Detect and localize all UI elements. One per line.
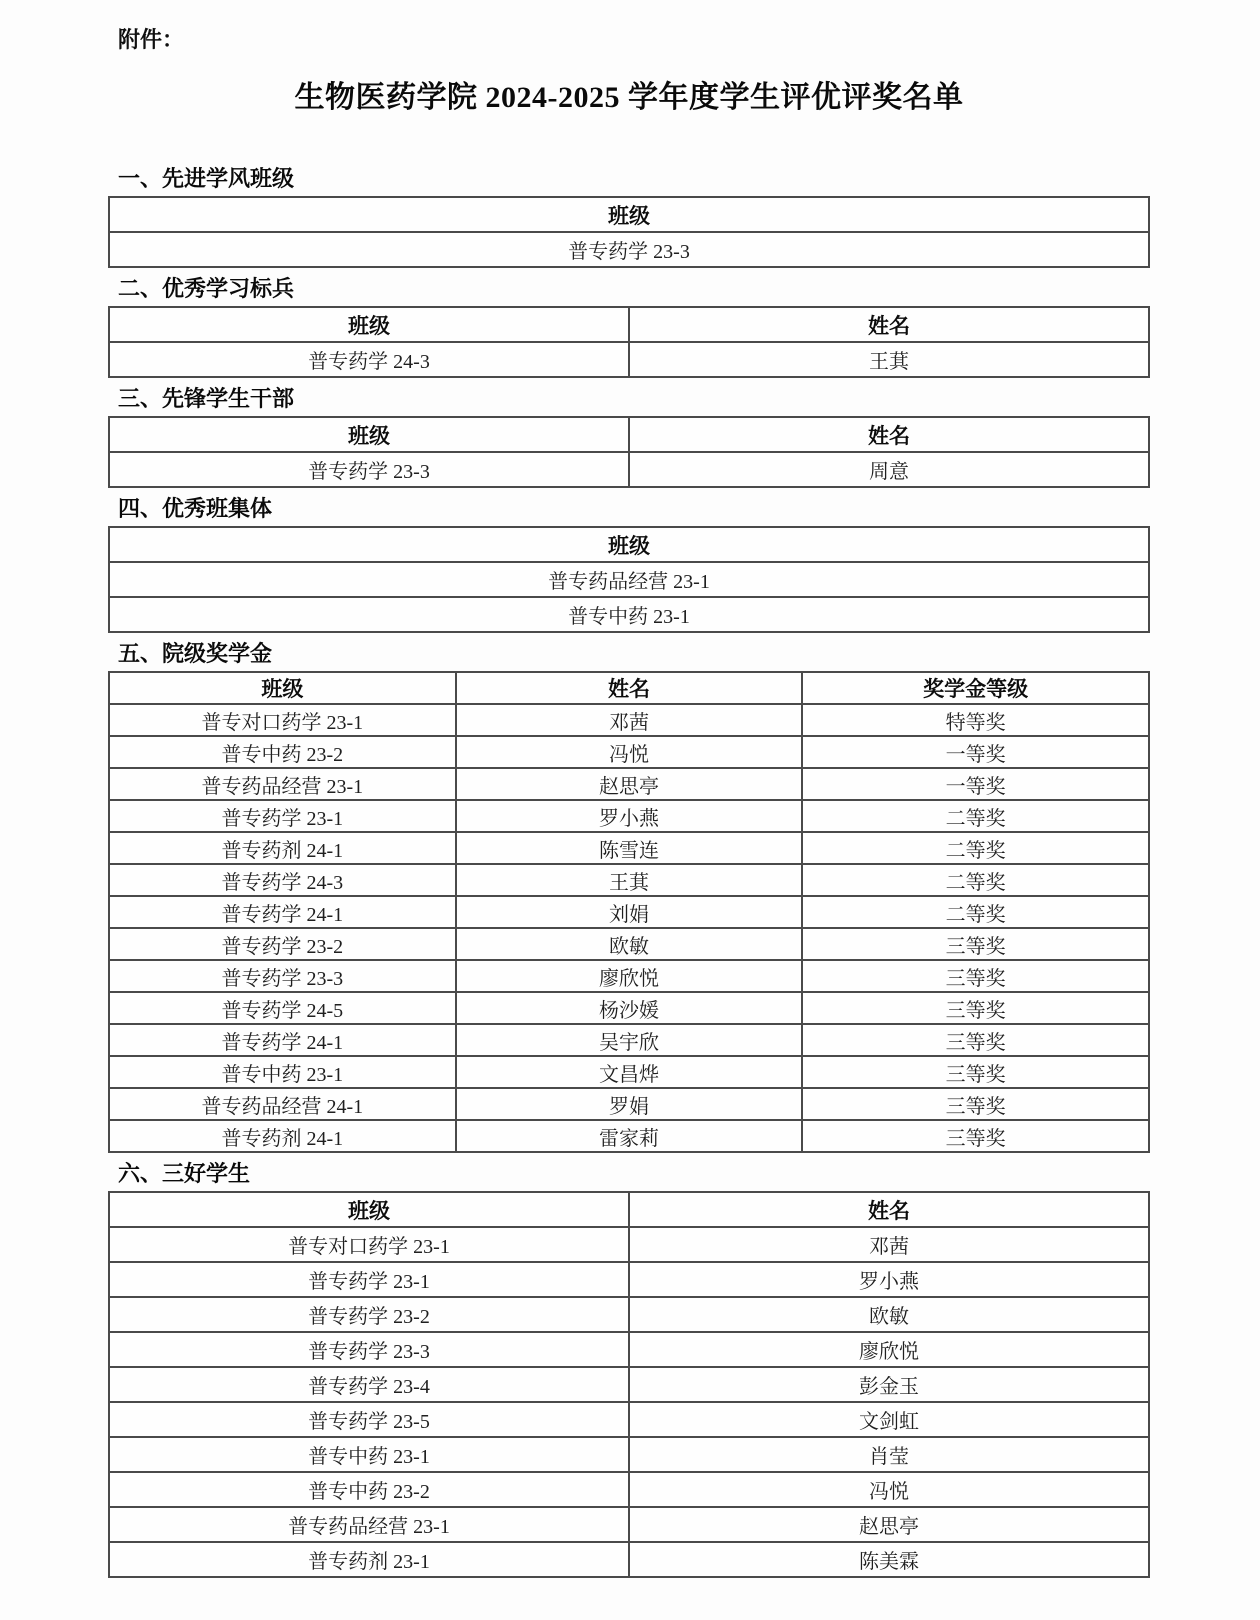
table-row bbox=[109, 1542, 1149, 1577]
table-cell: 罗小燕 bbox=[629, 1262, 1149, 1297]
section-heading: 一、先进学风班级 bbox=[118, 166, 295, 191]
attachment-label: 附件： bbox=[118, 27, 185, 52]
column-header: 姓名 bbox=[629, 307, 1149, 342]
table-cell: 普专药学 23-4 bbox=[109, 1367, 629, 1402]
table-cell: 普专药学 24-1 bbox=[109, 1024, 456, 1056]
table-cell: 普专药剂 23-1 bbox=[109, 1542, 629, 1577]
table-cell: 一等奖 bbox=[802, 768, 1149, 800]
table-row bbox=[109, 960, 1149, 992]
table-row bbox=[109, 1367, 1149, 1402]
table-row bbox=[109, 232, 1149, 267]
table-row bbox=[109, 768, 1149, 800]
table-cell: 罗小燕 bbox=[456, 800, 803, 832]
column-header: 班级 bbox=[109, 307, 629, 342]
award-section-5 bbox=[108, 641, 1150, 1153]
table-cell: 普专药学 24-1 bbox=[109, 896, 456, 928]
table-cell: 普专中药 23-2 bbox=[109, 1472, 629, 1507]
table-row bbox=[109, 800, 1149, 832]
table-cell: 邓茜 bbox=[629, 1227, 1149, 1262]
award-section-6 bbox=[108, 1161, 1150, 1578]
table-row bbox=[109, 562, 1149, 597]
table-cell: 普专药品经营 23-1 bbox=[109, 768, 456, 800]
table-row bbox=[109, 704, 1149, 736]
document-title: 生物医药学院 2024-2025 学年度学生评优评奖名单 bbox=[294, 81, 964, 114]
table-cell: 赵思亭 bbox=[456, 768, 803, 800]
table-cell: 普专药学 24-3 bbox=[109, 864, 456, 896]
table-cell: 普专药学 23-3 bbox=[109, 452, 629, 487]
table-cell: 普专药剂 24-1 bbox=[109, 1120, 456, 1152]
table-row bbox=[109, 736, 1149, 768]
table-cell: 二等奖 bbox=[802, 864, 1149, 896]
table-cell: 冯悦 bbox=[456, 736, 803, 768]
table-row bbox=[109, 992, 1149, 1024]
table-row bbox=[109, 1088, 1149, 1120]
table-cell: 陈雪连 bbox=[456, 832, 803, 864]
table-row bbox=[109, 1297, 1149, 1332]
table-row bbox=[109, 342, 1149, 377]
table-cell: 三等奖 bbox=[802, 960, 1149, 992]
award-section-1 bbox=[108, 166, 1150, 268]
award-section-3 bbox=[108, 386, 1150, 488]
table-cell: 文剑虹 bbox=[629, 1402, 1149, 1437]
table-cell: 普专药学 23-1 bbox=[109, 800, 456, 832]
table-cell: 普专药学 24-3 bbox=[109, 342, 629, 377]
table-row bbox=[109, 1437, 1149, 1472]
table-row bbox=[109, 1262, 1149, 1297]
table-row bbox=[109, 1056, 1149, 1088]
table-cell: 普专中药 23-1 bbox=[109, 1437, 629, 1472]
column-header: 姓名 bbox=[629, 417, 1149, 452]
table-cell: 普专药学 23-5 bbox=[109, 1402, 629, 1437]
table-cell: 罗娟 bbox=[456, 1088, 803, 1120]
table-cell: 冯悦 bbox=[629, 1472, 1149, 1507]
award-table bbox=[108, 306, 1150, 378]
table-row bbox=[109, 1402, 1149, 1437]
table-cell: 刘娟 bbox=[456, 896, 803, 928]
table-cell: 欧敏 bbox=[456, 928, 803, 960]
table-cell: 三等奖 bbox=[802, 928, 1149, 960]
section-heading: 六、三好学生 bbox=[118, 1161, 251, 1186]
table-row bbox=[109, 832, 1149, 864]
sections-container bbox=[108, 166, 1150, 1578]
table-cell: 赵思亭 bbox=[629, 1507, 1149, 1542]
table-row bbox=[109, 864, 1149, 896]
table-row bbox=[109, 928, 1149, 960]
table-header-row bbox=[109, 672, 1149, 704]
table-cell: 三等奖 bbox=[802, 1024, 1149, 1056]
table-cell: 欧敏 bbox=[629, 1297, 1149, 1332]
table-cell: 三等奖 bbox=[802, 1088, 1149, 1120]
table-cell: 普专对口药学 23-1 bbox=[109, 704, 456, 736]
award-section-2 bbox=[108, 276, 1150, 378]
section-heading: 四、优秀班集体 bbox=[118, 496, 273, 521]
table-cell: 三等奖 bbox=[802, 992, 1149, 1024]
table-cell: 普专药品经营 23-1 bbox=[109, 562, 1149, 597]
award-table bbox=[108, 196, 1150, 268]
table-cell: 普专中药 23-1 bbox=[109, 597, 1149, 632]
table-cell: 特等奖 bbox=[802, 704, 1149, 736]
table-cell: 普专中药 23-1 bbox=[109, 1056, 456, 1088]
column-header: 班级 bbox=[109, 197, 1149, 232]
table-row bbox=[109, 1332, 1149, 1367]
award-table bbox=[108, 1191, 1150, 1578]
section-heading: 二、优秀学习标兵 bbox=[118, 276, 295, 301]
table-cell: 普专药学 23-1 bbox=[109, 1262, 629, 1297]
table-cell: 陈美霖 bbox=[629, 1542, 1149, 1577]
table-cell: 普专药学 23-3 bbox=[109, 960, 456, 992]
table-cell: 二等奖 bbox=[802, 896, 1149, 928]
table-cell: 吴宇欣 bbox=[456, 1024, 803, 1056]
table-cell: 周意 bbox=[629, 452, 1149, 487]
table-cell: 普专药学 23-2 bbox=[109, 928, 456, 960]
table-row bbox=[109, 452, 1149, 487]
table-cell: 杨沙媛 bbox=[456, 992, 803, 1024]
table-cell: 三等奖 bbox=[802, 1056, 1149, 1088]
column-header: 班级 bbox=[109, 417, 629, 452]
table-cell: 廖欣悦 bbox=[456, 960, 803, 992]
table-cell: 二等奖 bbox=[802, 800, 1149, 832]
column-header: 班级 bbox=[109, 527, 1149, 562]
table-cell: 三等奖 bbox=[802, 1120, 1149, 1152]
award-table bbox=[108, 671, 1150, 1153]
table-header-row bbox=[109, 417, 1149, 452]
column-header: 奖学金等级 bbox=[802, 672, 1149, 704]
table-cell: 王萁 bbox=[629, 342, 1149, 377]
award-table bbox=[108, 526, 1150, 633]
column-header: 姓名 bbox=[629, 1192, 1149, 1227]
table-cell: 普专药品经营 24-1 bbox=[109, 1088, 456, 1120]
table-header-row bbox=[109, 527, 1149, 562]
section-heading: 五、院级奖学金 bbox=[118, 641, 273, 666]
table-row bbox=[109, 1472, 1149, 1507]
table-row bbox=[109, 597, 1149, 632]
award-table bbox=[108, 416, 1150, 488]
table-header-row bbox=[109, 307, 1149, 342]
table-cell: 普专药学 23-3 bbox=[109, 232, 1149, 267]
table-cell: 邓茜 bbox=[456, 704, 803, 736]
column-header: 姓名 bbox=[456, 672, 803, 704]
table-header-row bbox=[109, 197, 1149, 232]
table-cell: 雷家莉 bbox=[456, 1120, 803, 1152]
table-cell: 普专药剂 24-1 bbox=[109, 832, 456, 864]
table-cell: 二等奖 bbox=[802, 832, 1149, 864]
award-section-4 bbox=[108, 496, 1150, 633]
table-cell: 廖欣悦 bbox=[629, 1332, 1149, 1367]
table-cell: 肖莹 bbox=[629, 1437, 1149, 1472]
table-cell: 一等奖 bbox=[802, 736, 1149, 768]
table-cell: 彭金玉 bbox=[629, 1367, 1149, 1402]
table-cell: 普专中药 23-2 bbox=[109, 736, 456, 768]
table-cell: 普专药品经营 23-1 bbox=[109, 1507, 629, 1542]
column-header: 班级 bbox=[109, 672, 456, 704]
table-row bbox=[109, 1024, 1149, 1056]
table-cell: 文昌烨 bbox=[456, 1056, 803, 1088]
table-cell: 普专药学 23-3 bbox=[109, 1332, 629, 1367]
table-cell: 普专药学 24-5 bbox=[109, 992, 456, 1024]
table-row bbox=[109, 896, 1149, 928]
section-heading: 三、先锋学生干部 bbox=[118, 386, 295, 411]
table-row bbox=[109, 1507, 1149, 1542]
table-row bbox=[109, 1120, 1149, 1152]
table-row bbox=[109, 1227, 1149, 1262]
table-cell: 普专对口药学 23-1 bbox=[109, 1227, 629, 1262]
column-header: 班级 bbox=[109, 1192, 629, 1227]
table-header-row bbox=[109, 1192, 1149, 1227]
table-cell: 王萁 bbox=[456, 864, 803, 896]
table-cell: 普专药学 23-2 bbox=[109, 1297, 629, 1332]
